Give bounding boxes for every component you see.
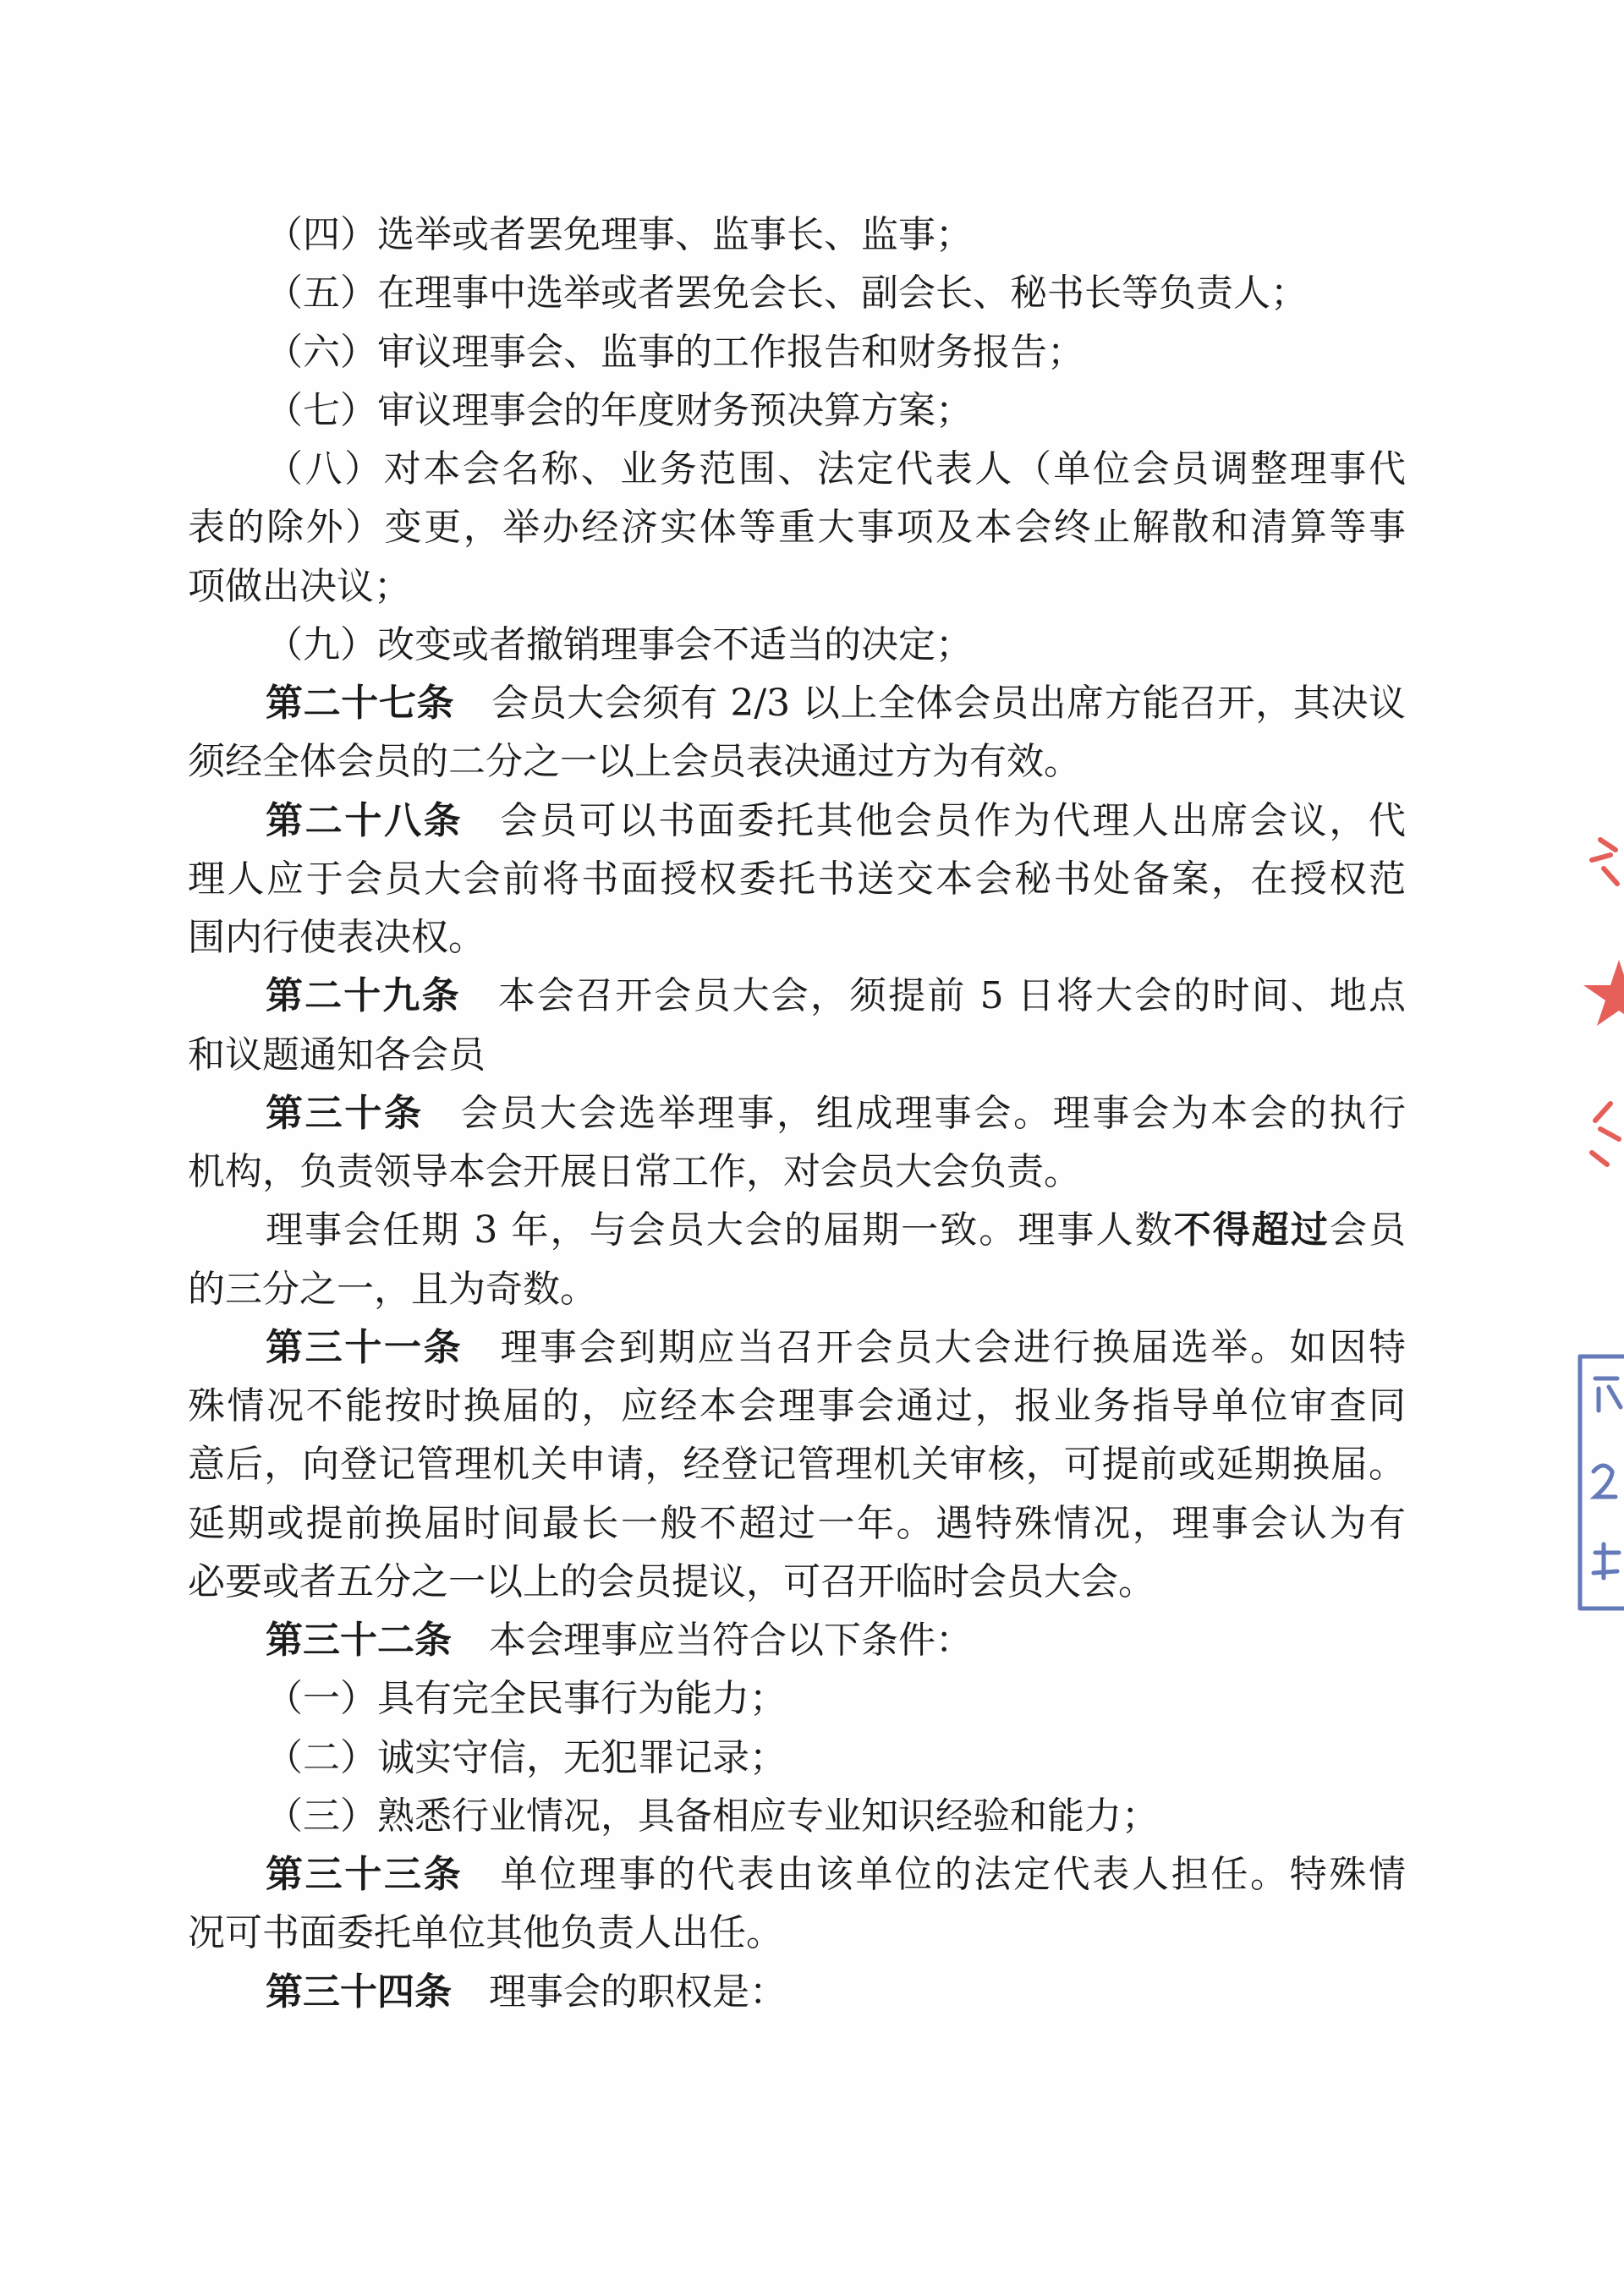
- text-line: （六）审议理事会、监事的工作报告和财务报告；: [266, 330, 1084, 374]
- red-seal-fragment: [1566, 825, 1624, 1197]
- article-heading: 第二十八条: [266, 798, 464, 842]
- text-line: 况可书面委托单位其他负责人出任。: [188, 1911, 783, 1955]
- text-line: [188, 967, 1406, 1025]
- text-line: （二）诚实守信，无犯罪记录；: [266, 1735, 787, 1779]
- text-line: 的三分之一，且为奇数。: [188, 1267, 597, 1311]
- article-29: [188, 967, 1406, 1084]
- text-line: [188, 1963, 1406, 2021]
- text-line: 表的除外）变更，举办经济实体等重大事项及本会终止解散和清算等事: [188, 506, 1406, 550]
- text-line: [188, 1611, 1406, 1669]
- emphasis-text: 不得超过: [1173, 1208, 1330, 1252]
- text-line: 意后，向登记管理机关申请，经登记管理机关审核，可提前或延期换届。: [188, 1443, 1406, 1487]
- text-line: [188, 1318, 1406, 1377]
- text-line: 理人应于会员大会前将书面授权委托书送交本会秘书处备案，在授权范: [188, 857, 1406, 901]
- article-heading: 第三十二条: [266, 1619, 452, 1662]
- article-heading: 第三十条: [266, 1091, 424, 1135]
- clause-item-7: [188, 381, 1406, 440]
- stamp-graphic: [1570, 1345, 1624, 1619]
- text-line: （五）在理事中选举或者罢免会长、副会长、秘书长等负责人；: [266, 271, 1308, 315]
- text-line: [188, 1084, 1406, 1143]
- article-32-condition-2: [188, 1729, 1406, 1787]
- clause-item-4: [188, 205, 1406, 264]
- text-line: 延期或提前换届时间最长一般不超过一年。遇特殊情况，理事会认为有: [188, 1501, 1406, 1545]
- article-heading: 第三十四条: [266, 1970, 452, 2014]
- text-line: 殊情况不能按时换届的，应经本会理事会通过，报业务指导单位审查同: [188, 1384, 1406, 1427]
- clause-item-6: [188, 323, 1406, 381]
- article-30: [188, 1084, 1406, 1202]
- article-28: [188, 792, 1406, 967]
- clause-item-9: [188, 616, 1406, 674]
- article-30-term-paragraph: [188, 1201, 1406, 1318]
- seal-graphic: [1566, 825, 1624, 1197]
- text-line: （三）熟悉行业情况，具备相应专业知识经验和能力；: [266, 1794, 1159, 1838]
- article-heading: 第二十九条: [266, 974, 461, 1018]
- text-line: 围内行使表决权。: [188, 916, 486, 959]
- article-32-condition-3: [188, 1787, 1406, 1845]
- text-line: [188, 674, 1406, 732]
- text-line: [188, 792, 1406, 850]
- article-27: [188, 674, 1406, 792]
- text-line: （一）具有完全民事行为能力；: [266, 1677, 787, 1721]
- line-text: 会员大会选举理事，组成理事会。理事会为本会的执行: [460, 1091, 1407, 1135]
- article-heading: 第二十七条: [266, 682, 455, 725]
- text-line: （八）对本会名称、业务范围、法定代表人（单位会员调整理事代: [266, 447, 1406, 490]
- line-text: 会员大会须有 2/3 以上全体会员出席方能召开，其决议: [491, 682, 1406, 725]
- article-34: [188, 1963, 1406, 2021]
- article-31: [188, 1318, 1406, 1611]
- text-line: [188, 1201, 1406, 1259]
- line-text: 理事会的职权是：: [489, 1970, 787, 2014]
- line-text: 本会召开会员大会，须提前 5 日将大会的时间、地点: [497, 974, 1407, 1018]
- clause-item-8: [188, 440, 1406, 616]
- line-text: 理事会到期应当召开会员大会进行换届选举。如因特: [500, 1325, 1407, 1369]
- text-line: [188, 1845, 1406, 1904]
- text-line: （九）改变或者撤销理事会不适当的决定；: [266, 622, 973, 666]
- article-32-condition-1: [188, 1669, 1406, 1728]
- line-text: 本会理事应当符合以下条件：: [489, 1619, 973, 1662]
- text-line: 须经全体会员的二分之一以上会员表决通过方为有效。: [188, 740, 1081, 784]
- text-line: 和议题通知各会员: [188, 1033, 486, 1077]
- text-line: 机构，负责领导本会开展日常工作，对会员大会负责。: [188, 1150, 1081, 1193]
- text-line: 项做出决议；: [188, 564, 411, 608]
- clause-item-5: [188, 264, 1406, 322]
- blue-stamp-fragment: [1570, 1345, 1624, 1619]
- line-text: 会员: [1329, 1208, 1407, 1252]
- line-text: 会员可以书面委托其他会员作为代理人出席会议，代: [500, 798, 1407, 842]
- article-33: [188, 1845, 1406, 1963]
- text-line: （七）审议理事会的年度财务预决算方案；: [266, 388, 973, 432]
- line-text: 理事会任期 3 年，与会员大会的届期一致。理事人数: [266, 1208, 1174, 1252]
- document-body: [188, 205, 1406, 2021]
- text-line: （四）选举或者罢免理事、监事长、监事；: [266, 213, 973, 256]
- line-text: 单位理事的代表由该单位的法定代表人担任。特殊情: [500, 1853, 1407, 1896]
- article-32: [188, 1611, 1406, 1669]
- article-heading: 第三十一条: [266, 1325, 464, 1369]
- text-line: 必要或者五分之一以上的会员提议，可召开临时会员大会。: [188, 1559, 1155, 1603]
- article-heading: 第三十三条: [266, 1853, 464, 1896]
